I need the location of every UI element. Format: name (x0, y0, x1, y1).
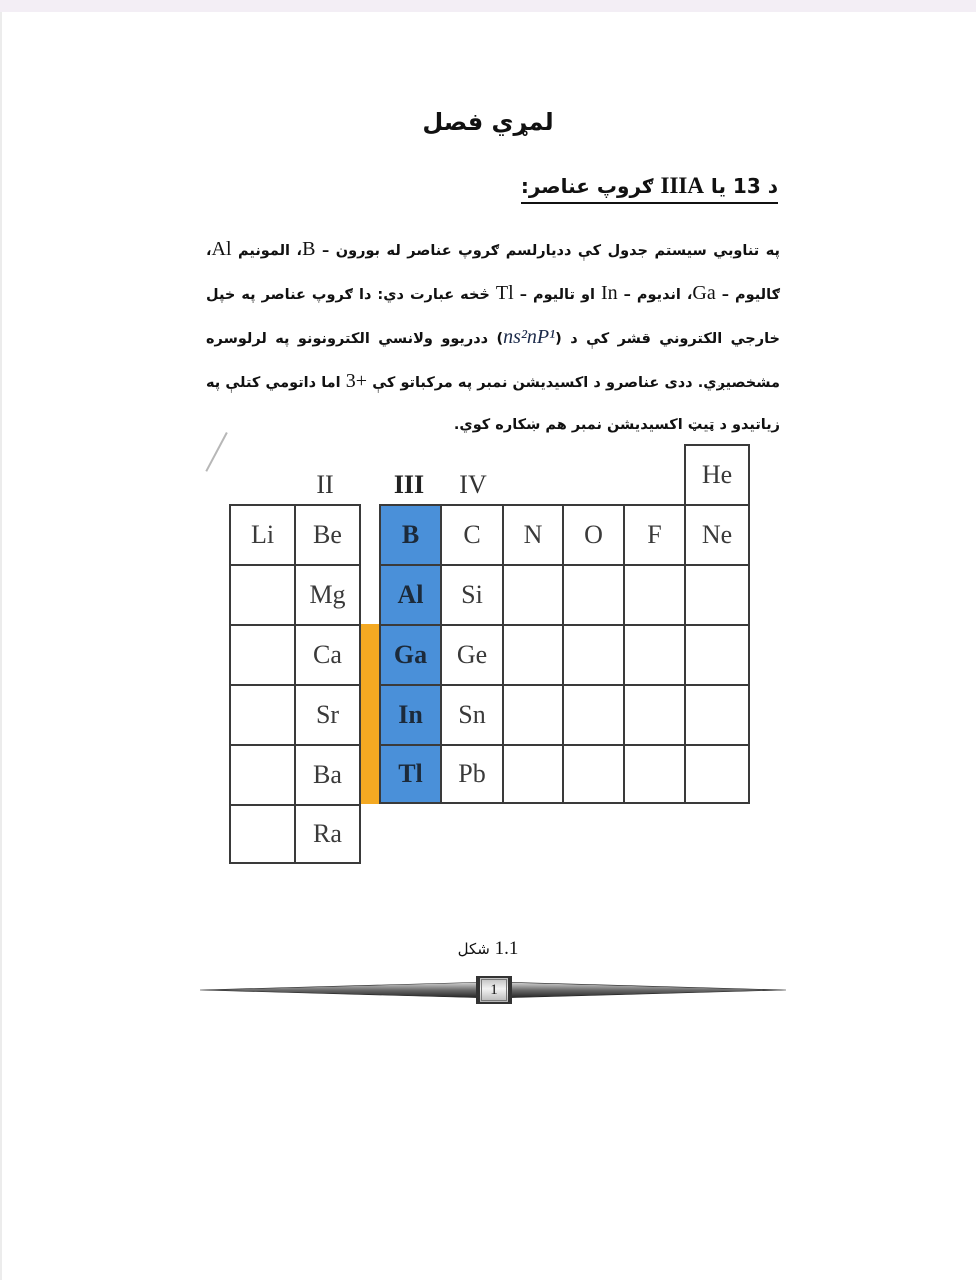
empty-cell (502, 624, 564, 686)
element-ca: Ca (294, 624, 361, 686)
text-run: څخه عبارت دي: دا ګروپ عناصر په (241, 287, 496, 303)
caption-label: شکل (457, 940, 490, 958)
empty-cell (502, 564, 564, 626)
text-run: ، (206, 243, 212, 259)
empty-cell (229, 744, 296, 806)
empty-cell (229, 624, 296, 686)
viewer-top-bar (0, 0, 976, 12)
empty-cell (229, 804, 296, 864)
symbol-b: B (302, 238, 316, 260)
element-in: In (379, 684, 442, 746)
element-li: Li (229, 504, 296, 566)
element-ge: Ge (440, 624, 504, 686)
empty-cell (623, 684, 686, 746)
empty-cell (562, 744, 625, 804)
heading-suffix: ګروپ عناصر: (520, 174, 661, 198)
element-ba: Ba (294, 744, 361, 806)
text-run: ګاليوم – (715, 287, 780, 303)
empty-cell (229, 684, 296, 746)
group-label-iv: IV (459, 470, 487, 499)
element-sr: Sr (294, 684, 361, 746)
element-ne: Ne (684, 504, 750, 566)
group-label-ii: II (316, 470, 334, 499)
symbol-tl: Tl (495, 282, 514, 304)
text-run: په تناوبي سيستم جدول کې ددیارلسم ګروپ عناصر له بورون – (315, 243, 780, 259)
empty-cell (684, 744, 750, 804)
symbol-in: In (600, 282, 618, 304)
empty-cell (684, 684, 750, 746)
element-ga: Ga (379, 624, 442, 686)
element-pb: Pb (440, 744, 504, 804)
empty-cell (623, 624, 686, 686)
element-f: F (623, 504, 686, 566)
text-run: ، المونيم (231, 243, 303, 259)
element-he: He (684, 444, 750, 506)
element-al: Al (379, 564, 442, 626)
text-run: کتلې په زياتيدو د ټيټ اکسيديشن نمبر هم ښکاره کوي. (206, 375, 780, 433)
page-number: 1 (476, 976, 512, 1004)
empty-cell (562, 564, 625, 626)
element-sn: Sn (440, 684, 504, 746)
heading-group-code: IIIA (660, 173, 704, 198)
text-run: ) ددريوو ولانسي الکترونونو په (275, 331, 504, 347)
text-run: لرلوسره مشخصيږي. ددی عناصرو د اکسيديشن نمبر په مرکباتو کې (206, 331, 780, 391)
viewer-left-edge (0, 12, 2, 1280)
caption-number: 1.1 (494, 938, 519, 959)
heading-prefix: د 13 يا (703, 174, 778, 198)
empty-cell (623, 564, 686, 626)
empty-cell (684, 564, 750, 626)
chapter-title: لمړي فصل (422, 108, 554, 136)
empty-cell (562, 624, 625, 686)
empty-cell (684, 624, 750, 686)
text-run: او تاليوم – (513, 287, 601, 303)
element-c: C (440, 504, 504, 566)
element-si: Si (440, 564, 504, 626)
empty-cell (623, 744, 686, 804)
element-tl: Tl (379, 744, 442, 804)
electron-config-formula: ns²nP¹ (503, 326, 556, 348)
symbol-ga: Ga (692, 282, 716, 304)
text-run: خپل خارجي الکتروني قشر کې د ( (206, 287, 780, 347)
symbol-al: Al (211, 238, 232, 260)
group-label-iii: III (393, 470, 425, 499)
figure-caption (0, 938, 976, 960)
element-n: N (502, 504, 564, 566)
oxidation-state: 3+ (345, 370, 368, 392)
element-ra: Ra (294, 804, 361, 864)
text-run: اما داتومي (265, 375, 346, 391)
empty-cell (229, 564, 296, 626)
transition-metals-bar (359, 624, 379, 804)
element-mg: Mg (294, 564, 361, 626)
section-heading (521, 172, 778, 204)
element-be: Be (294, 504, 361, 566)
empty-cell (502, 684, 564, 746)
element-b: B (379, 504, 442, 566)
element-o: O (562, 504, 625, 566)
body-paragraph (206, 228, 780, 446)
empty-cell (562, 684, 625, 746)
empty-cell (502, 744, 564, 804)
text-run: ، انديوم – (617, 287, 693, 303)
